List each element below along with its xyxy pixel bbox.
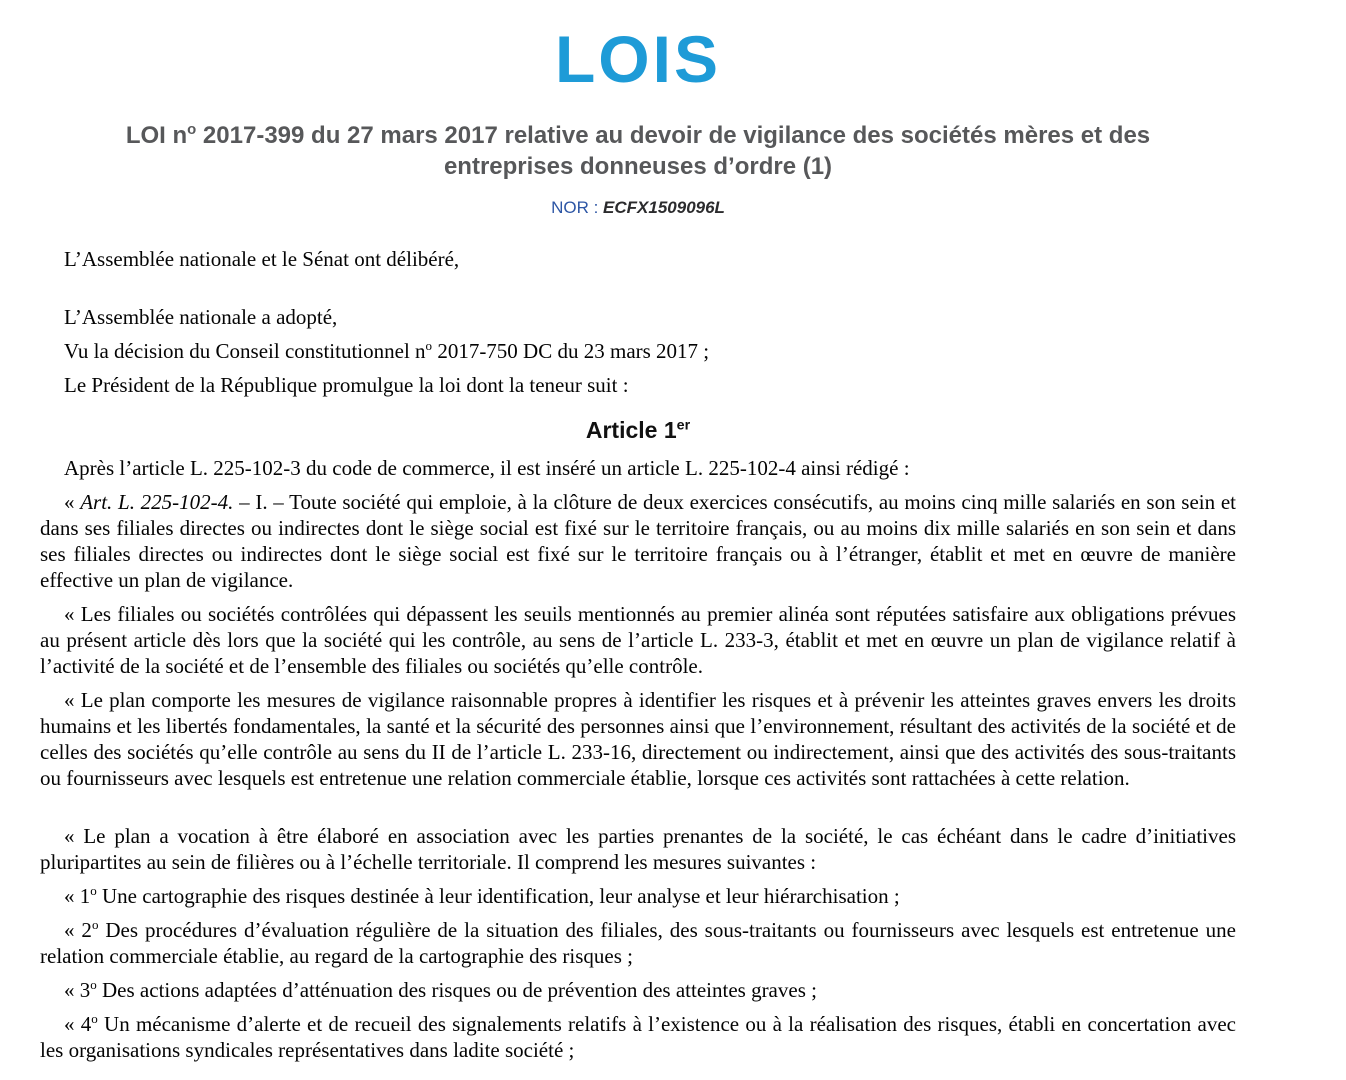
paragraph: Après l’article L. 225-102-3 du code de commerce, il est inséré un article L. 225-102-4 ainsi rédigé : <box>64 456 910 481</box>
paragraph: « 2$^o$ Des procédures d’évaluation régulière de la situation des filiales, des sous-traitants ou fournisseurs avec lesquels est entretenue une relation commerciale établie, au regard de la cartographie des risques ; <box>40 917 1236 969</box>
paragraph: « 4$^o$ Un mécanisme d’alerte et de recueil des signalements relatifs à l’existence ou à la réalisation des risques, établi en concertation avec les organisations syndicales représentatives dans ladite société ; <box>40 1011 1237 1063</box>
paragraph: L’Assemblée nationale et le Sénat ont délibéré, <box>64 247 460 272</box>
paragraph: « Art. L. 225-102-4. – I. – Toute société qui emploie, à la clôture de deux exercices consécutifs, au moins cinq mille salariés en son sein et dans ses filiales directes ou indirectes dont le siège social est fixé sur le territoire français, ou au moins dix mille salariés en son sein et dans ses filiales directes ou indirectes dont le siège social est fixé sur le territoire français ou à l’étranger, établit et met en œuvre de manière effective un plan de vigilance. <box>40 490 1236 593</box>
document-page <box>40 0 1236 1063</box>
law-title: LOI $n^o$ 2017-399 du 27 mars 2017 relative au devoir de vigilance des sociétés mères et des entreprises donneuses d’ordre (1) <box>125 122 1151 181</box>
nor-label: NOR : <box>551 198 599 218</box>
paragraph: « 1$^o$ Une cartographie des risques destinée à leur identification, leur analyse et leur hiérarchisation ; <box>64 883 900 909</box>
paragraph: L’Assemblée nationale a adopté, <box>64 305 338 330</box>
paragraph: « Le plan a vocation à être élaboré en association avec les parties prenantes de la société, le cas échéant dans le cadre d’initiatives pluripartites au sein de filières ou à l’échelle territoriale. Il comprend les mesures suivantes : <box>40 824 1236 875</box>
journal-section-title: LOIS <box>554 22 721 96</box>
document-body <box>40 246 1236 1063</box>
paragraph: « 3$^o$ Des actions adaptées d’atténuation des risques ou de prévention des atteintes graves ; <box>64 977 817 1003</box>
article-heading: Article 1er <box>585 417 691 444</box>
paragraph: « Le plan comporte les mesures de vigilance raisonnable propres à identifier les risques et à prévenir les atteintes graves envers les droits humains et les libertés fondamentales, la santé et la sécurité des personnes ainsi que l’environnement, résultant des activités de la société et de celles des sociétés qu’elle contrôle au sens du II de l’article L. 233-16, directement ou indirectement, ainsi que des activités des sous-traitants ou fournisseurs avec lesquels est entretenue une relation commerciale établie, lorsque ces activités sont rattachées à cette relation. <box>40 688 1236 791</box>
nor-line <box>40 198 1236 218</box>
paragraph: Vu la décision du Conseil constitutionnel $n^o$ 2017-750 DC du 23 mars 2017 ; <box>64 338 710 364</box>
paragraph: Le Président de la République promulgue la loi dont la teneur suit : <box>64 373 629 398</box>
nor-value: ECFX1509096L <box>603 198 725 218</box>
paragraph: « Les filiales ou sociétés contrôlées qui dépassent les seuils mentionnés au premier alinéa sont réputées satisfaire aux obligations prévues au présent article dès lors que la société qui les contrôle, au sens de l’article L. 233-3, établit et met en œuvre un plan de vigilance relatif à l’activité de la société et de l’ensemble des filiales ou sociétés qu’elle contrôle. <box>40 602 1236 679</box>
